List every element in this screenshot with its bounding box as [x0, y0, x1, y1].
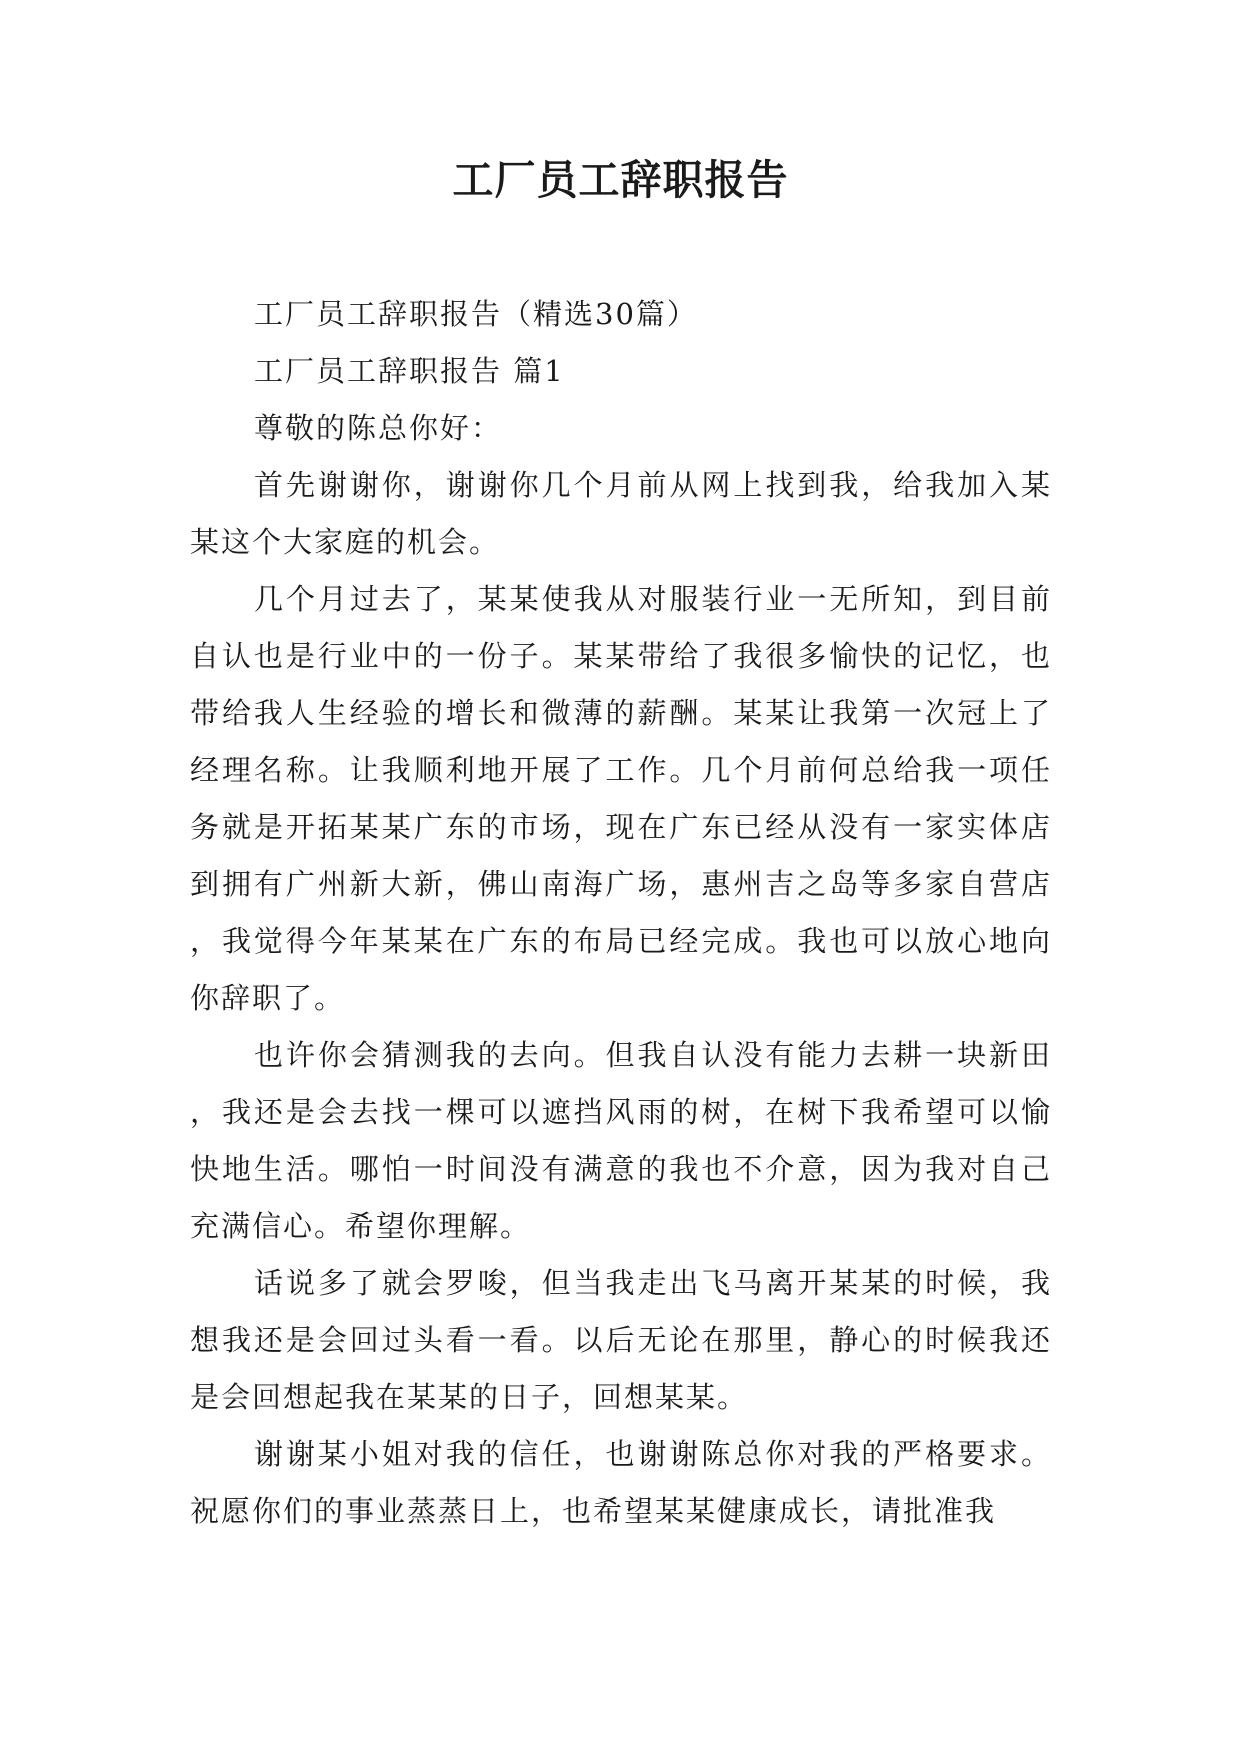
paragraph-subtitle: 工厂员工辞职报告（精选30篇） — [254, 297, 698, 331]
document-title: 工厂员工辞职报告 — [452, 156, 789, 204]
paragraph: 谢谢某小姐对我的信任，也谢谢陈总你对我的严格要求。祝愿你们的事业蒸蒸日上，也希望某某健康成长，请批准我 — [190, 1437, 1052, 1528]
paragraph: 话说多了就会罗唆，但当我走出飞马离开某某的时候，我想我还是会回过头看一看。以后无论在那里，静心的时候我还是会回想起我在某某的日子，回想某某。 — [190, 1266, 1052, 1414]
paragraph: 也许你会猜测我的去向。但我自认没有能力去耕一块新田，我还是会去找一棵可以遮挡风雨的树，在树下我希望可以愉快地生活。哪怕一时间没有满意的我也不介意，因为我对自己充满信心。希望你理解。 — [190, 1038, 1052, 1243]
paragraph: 几个月过去了，某某使我从对服装行业一无所知，到目前自认也是行业中的一份子。某某带给了我很多愉快的记忆，也带给我人生经验的增长和微薄的薪酬。某某让我第一次冠上了经理名称。让我顺利地开展了工作。几个月前何总给我一项任务就是开拓某某广东的市场，现在广东已经从没有一家实体店到拥有广州新大新，佛山南海广场，惠州吉之岛等多家自营店，我觉得今年某某在广东的布局已经完成。我也可以放心地向你辞职了。 — [190, 582, 1052, 1015]
paragraph-section-heading: 工厂员工辞职报告 篇1 — [254, 354, 565, 388]
document-body — [190, 286, 1052, 1540]
paragraph-salutation: 尊敬的陈总你好： — [254, 411, 503, 445]
paragraph: 首先谢谢你，谢谢你几个月前从网上找到我，给我加入某某这个大家庭的机会。 — [190, 468, 1052, 559]
